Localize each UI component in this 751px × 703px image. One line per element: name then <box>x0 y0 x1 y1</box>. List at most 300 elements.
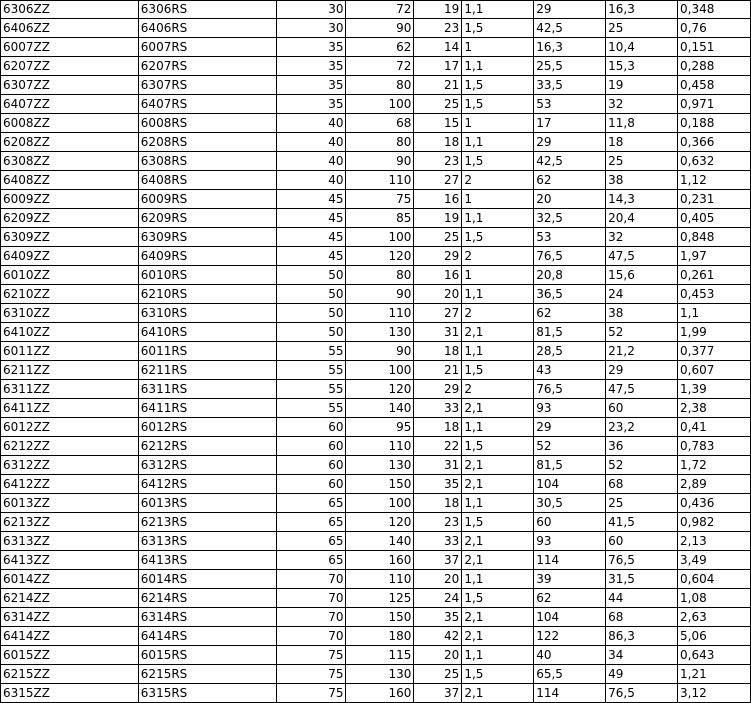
cell-bore-d[interactable]: 70 <box>276 627 346 646</box>
cell-mass[interactable]: 0,405 <box>678 209 751 228</box>
cell-width-b[interactable]: 20 <box>414 285 462 304</box>
cell-bore-d[interactable]: 40 <box>276 114 346 133</box>
cell-rs-code[interactable]: 6211RS <box>138 361 276 380</box>
cell-static-load[interactable]: 23,2 <box>606 418 678 437</box>
cell-rs-code[interactable]: 6207RS <box>138 57 276 76</box>
cell-dynamic-load[interactable]: 36,5 <box>534 285 606 304</box>
cell-chamfer-r[interactable]: 1,1 <box>462 418 534 437</box>
cell-static-load[interactable]: 19 <box>606 76 678 95</box>
cell-outer-d[interactable]: 72 <box>346 57 414 76</box>
cell-dynamic-load[interactable]: 65,5 <box>534 665 606 684</box>
cell-outer-d[interactable]: 150 <box>346 608 414 627</box>
cell-outer-d[interactable]: 80 <box>346 133 414 152</box>
cell-dynamic-load[interactable]: 76,5 <box>534 247 606 266</box>
cell-zz-code[interactable]: 6012ZZ <box>1 418 139 437</box>
cell-mass[interactable]: 1,21 <box>678 665 751 684</box>
cell-width-b[interactable]: 37 <box>414 684 462 703</box>
cell-chamfer-r[interactable]: 2 <box>462 380 534 399</box>
cell-width-b[interactable]: 27 <box>414 171 462 190</box>
cell-dynamic-load[interactable]: 20 <box>534 190 606 209</box>
cell-outer-d[interactable]: 120 <box>346 513 414 532</box>
cell-chamfer-r[interactable]: 1,1 <box>462 570 534 589</box>
cell-mass[interactable]: 2,38 <box>678 399 751 418</box>
cell-chamfer-r[interactable]: 1,5 <box>462 589 534 608</box>
cell-width-b[interactable]: 35 <box>414 475 462 494</box>
cell-bore-d[interactable]: 60 <box>276 456 346 475</box>
cell-static-load[interactable]: 76,5 <box>606 551 678 570</box>
cell-outer-d[interactable]: 160 <box>346 551 414 570</box>
cell-chamfer-r[interactable]: 1,5 <box>462 95 534 114</box>
cell-static-load[interactable]: 25 <box>606 494 678 513</box>
cell-dynamic-load[interactable]: 33,5 <box>534 76 606 95</box>
cell-zz-code[interactable]: 6208ZZ <box>1 133 139 152</box>
cell-outer-d[interactable]: 68 <box>346 114 414 133</box>
cell-static-load[interactable]: 32 <box>606 228 678 247</box>
cell-dynamic-load[interactable]: 42,5 <box>534 19 606 38</box>
cell-zz-code[interactable]: 6214ZZ <box>1 589 139 608</box>
cell-bore-d[interactable]: 30 <box>276 1 346 19</box>
cell-mass[interactable]: 0,436 <box>678 494 751 513</box>
cell-static-load[interactable]: 32 <box>606 95 678 114</box>
cell-outer-d[interactable]: 100 <box>346 361 414 380</box>
cell-rs-code[interactable]: 6414RS <box>138 627 276 646</box>
cell-width-b[interactable]: 23 <box>414 513 462 532</box>
cell-zz-code[interactable]: 6414ZZ <box>1 627 139 646</box>
cell-dynamic-load[interactable]: 40 <box>534 646 606 665</box>
cell-rs-code[interactable]: 6408RS <box>138 171 276 190</box>
cell-mass[interactable]: 5,06 <box>678 627 751 646</box>
cell-outer-d[interactable]: 95 <box>346 418 414 437</box>
cell-zz-code[interactable]: 6408ZZ <box>1 171 139 190</box>
cell-mass[interactable]: 3,49 <box>678 551 751 570</box>
cell-static-load[interactable]: 14,3 <box>606 190 678 209</box>
cell-width-b[interactable]: 21 <box>414 361 462 380</box>
cell-zz-code[interactable]: 6306ZZ <box>1 1 139 19</box>
cell-zz-code[interactable]: 6010ZZ <box>1 266 139 285</box>
cell-chamfer-r[interactable]: 1,1 <box>462 133 534 152</box>
cell-mass[interactable]: 0,971 <box>678 95 751 114</box>
cell-outer-d[interactable]: 180 <box>346 627 414 646</box>
cell-zz-code[interactable]: 6209ZZ <box>1 209 139 228</box>
cell-mass[interactable]: 0,604 <box>678 570 751 589</box>
cell-zz-code[interactable]: 6310ZZ <box>1 304 139 323</box>
cell-outer-d[interactable]: 90 <box>346 152 414 171</box>
cell-rs-code[interactable]: 6008RS <box>138 114 276 133</box>
cell-bore-d[interactable]: 40 <box>276 133 346 152</box>
cell-static-load[interactable]: 52 <box>606 323 678 342</box>
cell-zz-code[interactable]: 6013ZZ <box>1 494 139 513</box>
cell-bore-d[interactable]: 55 <box>276 399 346 418</box>
cell-width-b[interactable]: 20 <box>414 570 462 589</box>
cell-static-load[interactable]: 29 <box>606 361 678 380</box>
cell-bore-d[interactable]: 50 <box>276 285 346 304</box>
cell-dynamic-load[interactable]: 30,5 <box>534 494 606 513</box>
cell-mass[interactable]: 0,366 <box>678 133 751 152</box>
cell-outer-d[interactable]: 140 <box>346 532 414 551</box>
cell-static-load[interactable]: 86,3 <box>606 627 678 646</box>
cell-mass[interactable]: 0,982 <box>678 513 751 532</box>
cell-chamfer-r[interactable]: 1,5 <box>462 437 534 456</box>
cell-outer-d[interactable]: 110 <box>346 171 414 190</box>
cell-chamfer-r[interactable]: 1,1 <box>462 209 534 228</box>
cell-dynamic-load[interactable]: 62 <box>534 304 606 323</box>
cell-mass[interactable]: 0,151 <box>678 38 751 57</box>
cell-mass[interactable]: 3,12 <box>678 684 751 703</box>
cell-rs-code[interactable]: 6210RS <box>138 285 276 304</box>
cell-dynamic-load[interactable]: 62 <box>534 171 606 190</box>
cell-mass[interactable]: 1,72 <box>678 456 751 475</box>
cell-chamfer-r[interactable]: 2,1 <box>462 627 534 646</box>
cell-zz-code[interactable]: 6211ZZ <box>1 361 139 380</box>
cell-width-b[interactable]: 27 <box>414 304 462 323</box>
cell-dynamic-load[interactable]: 93 <box>534 532 606 551</box>
cell-rs-code[interactable]: 6307RS <box>138 76 276 95</box>
cell-zz-code[interactable]: 6410ZZ <box>1 323 139 342</box>
cell-chamfer-r[interactable]: 1,5 <box>462 228 534 247</box>
cell-rs-code[interactable]: 6315RS <box>138 684 276 703</box>
cell-dynamic-load[interactable]: 32,5 <box>534 209 606 228</box>
cell-chamfer-r[interactable]: 1 <box>462 114 534 133</box>
cell-rs-code[interactable]: 6411RS <box>138 399 276 418</box>
cell-outer-d[interactable]: 90 <box>346 19 414 38</box>
cell-width-b[interactable]: 20 <box>414 646 462 665</box>
cell-outer-d[interactable]: 75 <box>346 190 414 209</box>
cell-zz-code[interactable]: 6014ZZ <box>1 570 139 589</box>
cell-rs-code[interactable]: 6213RS <box>138 513 276 532</box>
cell-bore-d[interactable]: 45 <box>276 228 346 247</box>
cell-zz-code[interactable]: 6314ZZ <box>1 608 139 627</box>
cell-dynamic-load[interactable]: 25,5 <box>534 57 606 76</box>
cell-rs-code[interactable]: 6209RS <box>138 209 276 228</box>
cell-zz-code[interactable]: 6313ZZ <box>1 532 139 551</box>
cell-zz-code[interactable]: 6210ZZ <box>1 285 139 304</box>
cell-chamfer-r[interactable]: 1,5 <box>462 665 534 684</box>
cell-bore-d[interactable]: 75 <box>276 646 346 665</box>
cell-bore-d[interactable]: 35 <box>276 57 346 76</box>
cell-chamfer-r[interactable]: 1,1 <box>462 342 534 361</box>
cell-dynamic-load[interactable]: 60 <box>534 513 606 532</box>
cell-static-load[interactable]: 47,5 <box>606 247 678 266</box>
cell-rs-code[interactable]: 6413RS <box>138 551 276 570</box>
cell-chamfer-r[interactable]: 2 <box>462 247 534 266</box>
cell-bore-d[interactable]: 60 <box>276 437 346 456</box>
cell-zz-code[interactable]: 6008ZZ <box>1 114 139 133</box>
cell-static-load[interactable]: 34 <box>606 646 678 665</box>
cell-bore-d[interactable]: 50 <box>276 266 346 285</box>
cell-dynamic-load[interactable]: 42,5 <box>534 152 606 171</box>
cell-mass[interactable]: 1,97 <box>678 247 751 266</box>
cell-rs-code[interactable]: 6314RS <box>138 608 276 627</box>
cell-width-b[interactable]: 17 <box>414 57 462 76</box>
cell-chamfer-r[interactable]: 1,1 <box>462 285 534 304</box>
cell-mass[interactable]: 0,848 <box>678 228 751 247</box>
cell-bore-d[interactable]: 75 <box>276 665 346 684</box>
cell-dynamic-load[interactable]: 114 <box>534 551 606 570</box>
cell-mass[interactable]: 1,08 <box>678 589 751 608</box>
cell-rs-code[interactable]: 6014RS <box>138 570 276 589</box>
cell-width-b[interactable]: 25 <box>414 228 462 247</box>
cell-dynamic-load[interactable]: 81,5 <box>534 456 606 475</box>
cell-bore-d[interactable]: 65 <box>276 551 346 570</box>
cell-mass[interactable]: 0,348 <box>678 1 751 19</box>
cell-dynamic-load[interactable]: 62 <box>534 589 606 608</box>
cell-outer-d[interactable]: 85 <box>346 209 414 228</box>
cell-zz-code[interactable]: 6312ZZ <box>1 456 139 475</box>
cell-bore-d[interactable]: 70 <box>276 589 346 608</box>
cell-zz-code[interactable]: 6411ZZ <box>1 399 139 418</box>
cell-width-b[interactable]: 14 <box>414 38 462 57</box>
cell-static-load[interactable]: 76,5 <box>606 684 678 703</box>
cell-width-b[interactable]: 18 <box>414 133 462 152</box>
cell-static-load[interactable]: 31,5 <box>606 570 678 589</box>
cell-chamfer-r[interactable]: 2,1 <box>462 532 534 551</box>
cell-width-b[interactable]: 33 <box>414 399 462 418</box>
cell-width-b[interactable]: 18 <box>414 342 462 361</box>
cell-static-load[interactable]: 18 <box>606 133 678 152</box>
cell-dynamic-load[interactable]: 29 <box>534 418 606 437</box>
cell-outer-d[interactable]: 130 <box>346 665 414 684</box>
cell-outer-d[interactable]: 140 <box>346 399 414 418</box>
cell-mass[interactable]: 0,288 <box>678 57 751 76</box>
cell-rs-code[interactable]: 6010RS <box>138 266 276 285</box>
cell-static-load[interactable]: 52 <box>606 456 678 475</box>
cell-outer-d[interactable]: 72 <box>346 1 414 19</box>
cell-chamfer-r[interactable]: 1,1 <box>462 646 534 665</box>
cell-static-load[interactable]: 21,2 <box>606 342 678 361</box>
cell-zz-code[interactable]: 6213ZZ <box>1 513 139 532</box>
cell-rs-code[interactable]: 6007RS <box>138 38 276 57</box>
cell-static-load[interactable]: 49 <box>606 665 678 684</box>
cell-zz-code[interactable]: 6007ZZ <box>1 38 139 57</box>
cell-rs-code[interactable]: 6313RS <box>138 532 276 551</box>
cell-zz-code[interactable]: 6309ZZ <box>1 228 139 247</box>
cell-outer-d[interactable]: 100 <box>346 494 414 513</box>
cell-outer-d[interactable]: 110 <box>346 437 414 456</box>
cell-mass[interactable]: 1,12 <box>678 171 751 190</box>
cell-dynamic-load[interactable]: 114 <box>534 684 606 703</box>
cell-rs-code[interactable]: 6311RS <box>138 380 276 399</box>
cell-dynamic-load[interactable]: 81,5 <box>534 323 606 342</box>
cell-mass[interactable]: 0,188 <box>678 114 751 133</box>
cell-chamfer-r[interactable]: 1,5 <box>462 513 534 532</box>
cell-chamfer-r[interactable]: 1,1 <box>462 1 534 19</box>
cell-width-b[interactable]: 33 <box>414 532 462 551</box>
cell-outer-d[interactable]: 160 <box>346 684 414 703</box>
cell-mass[interactable]: 0,41 <box>678 418 751 437</box>
cell-static-load[interactable]: 68 <box>606 608 678 627</box>
cell-static-load[interactable]: 15,3 <box>606 57 678 76</box>
cell-bore-d[interactable]: 40 <box>276 171 346 190</box>
cell-bore-d[interactable]: 65 <box>276 513 346 532</box>
cell-bore-d[interactable]: 55 <box>276 361 346 380</box>
cell-bore-d[interactable]: 45 <box>276 247 346 266</box>
cell-rs-code[interactable]: 6312RS <box>138 456 276 475</box>
cell-width-b[interactable]: 18 <box>414 418 462 437</box>
cell-zz-code[interactable]: 6015ZZ <box>1 646 139 665</box>
cell-chamfer-r[interactable]: 2 <box>462 171 534 190</box>
cell-static-load[interactable]: 25 <box>606 19 678 38</box>
cell-chamfer-r[interactable]: 2,1 <box>462 399 534 418</box>
cell-chamfer-r[interactable]: 1,1 <box>462 57 534 76</box>
cell-outer-d[interactable]: 90 <box>346 342 414 361</box>
cell-width-b[interactable]: 16 <box>414 190 462 209</box>
cell-zz-code[interactable]: 6413ZZ <box>1 551 139 570</box>
cell-dynamic-load[interactable]: 76,5 <box>534 380 606 399</box>
cell-rs-code[interactable]: 6412RS <box>138 475 276 494</box>
cell-rs-code[interactable]: 6406RS <box>138 19 276 38</box>
cell-outer-d[interactable]: 62 <box>346 38 414 57</box>
cell-static-load[interactable]: 47,5 <box>606 380 678 399</box>
cell-mass[interactable]: 0,458 <box>678 76 751 95</box>
cell-zz-code[interactable]: 6409ZZ <box>1 247 139 266</box>
cell-width-b[interactable]: 22 <box>414 437 462 456</box>
cell-zz-code[interactable]: 6412ZZ <box>1 475 139 494</box>
cell-mass[interactable]: 0,643 <box>678 646 751 665</box>
cell-rs-code[interactable]: 6015RS <box>138 646 276 665</box>
cell-zz-code[interactable]: 6207ZZ <box>1 57 139 76</box>
cell-outer-d[interactable]: 110 <box>346 304 414 323</box>
cell-zz-code[interactable]: 6212ZZ <box>1 437 139 456</box>
cell-dynamic-load[interactable]: 29 <box>534 133 606 152</box>
cell-dynamic-load[interactable]: 28,5 <box>534 342 606 361</box>
cell-width-b[interactable]: 23 <box>414 19 462 38</box>
cell-static-load[interactable]: 24 <box>606 285 678 304</box>
cell-dynamic-load[interactable]: 104 <box>534 475 606 494</box>
cell-chamfer-r[interactable]: 2,1 <box>462 684 534 703</box>
cell-bore-d[interactable]: 65 <box>276 532 346 551</box>
cell-mass[interactable]: 0,453 <box>678 285 751 304</box>
cell-bore-d[interactable]: 35 <box>276 38 346 57</box>
cell-mass[interactable]: 0,632 <box>678 152 751 171</box>
cell-mass[interactable]: 0,76 <box>678 19 751 38</box>
cell-zz-code[interactable]: 6407ZZ <box>1 95 139 114</box>
cell-static-load[interactable]: 44 <box>606 589 678 608</box>
cell-bore-d[interactable]: 70 <box>276 570 346 589</box>
cell-chamfer-r[interactable]: 1 <box>462 266 534 285</box>
cell-width-b[interactable]: 15 <box>414 114 462 133</box>
cell-rs-code[interactable]: 6009RS <box>138 190 276 209</box>
cell-mass[interactable]: 0,261 <box>678 266 751 285</box>
cell-chamfer-r[interactable]: 1,5 <box>462 76 534 95</box>
cell-bore-d[interactable]: 50 <box>276 323 346 342</box>
cell-rs-code[interactable]: 6309RS <box>138 228 276 247</box>
cell-zz-code[interactable]: 6307ZZ <box>1 76 139 95</box>
cell-bore-d[interactable]: 75 <box>276 684 346 703</box>
cell-width-b[interactable]: 19 <box>414 209 462 228</box>
cell-width-b[interactable]: 25 <box>414 665 462 684</box>
cell-outer-d[interactable]: 115 <box>346 646 414 665</box>
cell-static-load[interactable]: 41,5 <box>606 513 678 532</box>
cell-chamfer-r[interactable]: 2,1 <box>462 323 534 342</box>
cell-bore-d[interactable]: 60 <box>276 475 346 494</box>
cell-dynamic-load[interactable]: 104 <box>534 608 606 627</box>
cell-outer-d[interactable]: 120 <box>346 380 414 399</box>
cell-chamfer-r[interactable]: 1,5 <box>462 19 534 38</box>
cell-chamfer-r[interactable]: 2,1 <box>462 551 534 570</box>
cell-rs-code[interactable]: 6212RS <box>138 437 276 456</box>
cell-static-load[interactable]: 60 <box>606 399 678 418</box>
cell-static-load[interactable]: 15,6 <box>606 266 678 285</box>
cell-zz-code[interactable]: 6308ZZ <box>1 152 139 171</box>
cell-zz-code[interactable]: 6215ZZ <box>1 665 139 684</box>
cell-outer-d[interactable]: 80 <box>346 76 414 95</box>
cell-dynamic-load[interactable]: 43 <box>534 361 606 380</box>
cell-zz-code[interactable]: 6406ZZ <box>1 19 139 38</box>
cell-width-b[interactable]: 25 <box>414 95 462 114</box>
cell-mass[interactable]: 1,39 <box>678 380 751 399</box>
cell-chamfer-r[interactable]: 2 <box>462 304 534 323</box>
cell-mass[interactable]: 1,1 <box>678 304 751 323</box>
cell-mass[interactable]: 0,377 <box>678 342 751 361</box>
cell-static-load[interactable]: 16,3 <box>606 1 678 19</box>
cell-chamfer-r[interactable]: 1 <box>462 38 534 57</box>
cell-zz-code[interactable]: 6009ZZ <box>1 190 139 209</box>
cell-outer-d[interactable]: 100 <box>346 228 414 247</box>
cell-dynamic-load[interactable]: 17 <box>534 114 606 133</box>
cell-width-b[interactable]: 37 <box>414 551 462 570</box>
cell-outer-d[interactable]: 130 <box>346 456 414 475</box>
cell-mass[interactable]: 0,783 <box>678 437 751 456</box>
cell-width-b[interactable]: 42 <box>414 627 462 646</box>
cell-mass[interactable]: 0,607 <box>678 361 751 380</box>
cell-dynamic-load[interactable]: 53 <box>534 228 606 247</box>
cell-static-load[interactable]: 10,4 <box>606 38 678 57</box>
cell-bore-d[interactable]: 40 <box>276 152 346 171</box>
cell-width-b[interactable]: 23 <box>414 152 462 171</box>
cell-static-load[interactable]: 38 <box>606 304 678 323</box>
cell-rs-code[interactable]: 6012RS <box>138 418 276 437</box>
cell-zz-code[interactable]: 6011ZZ <box>1 342 139 361</box>
cell-bore-d[interactable]: 65 <box>276 494 346 513</box>
cell-rs-code[interactable]: 6013RS <box>138 494 276 513</box>
cell-static-load[interactable]: 20,4 <box>606 209 678 228</box>
cell-width-b[interactable]: 16 <box>414 266 462 285</box>
cell-bore-d[interactable]: 45 <box>276 190 346 209</box>
cell-chamfer-r[interactable]: 2,1 <box>462 608 534 627</box>
cell-dynamic-load[interactable]: 122 <box>534 627 606 646</box>
cell-outer-d[interactable]: 110 <box>346 570 414 589</box>
cell-rs-code[interactable]: 6208RS <box>138 133 276 152</box>
cell-width-b[interactable]: 29 <box>414 247 462 266</box>
cell-width-b[interactable]: 18 <box>414 494 462 513</box>
cell-static-load[interactable]: 11,8 <box>606 114 678 133</box>
cell-static-load[interactable]: 38 <box>606 171 678 190</box>
cell-static-load[interactable]: 36 <box>606 437 678 456</box>
cell-chamfer-r[interactable]: 1,5 <box>462 361 534 380</box>
cell-width-b[interactable]: 24 <box>414 589 462 608</box>
cell-dynamic-load[interactable]: 16,3 <box>534 38 606 57</box>
cell-chamfer-r[interactable]: 1 <box>462 190 534 209</box>
cell-rs-code[interactable]: 6011RS <box>138 342 276 361</box>
cell-mass[interactable]: 0,231 <box>678 190 751 209</box>
cell-chamfer-r[interactable]: 1,5 <box>462 152 534 171</box>
cell-outer-d[interactable]: 130 <box>346 323 414 342</box>
cell-dynamic-load[interactable]: 39 <box>534 570 606 589</box>
cell-zz-code[interactable]: 6315ZZ <box>1 684 139 703</box>
cell-rs-code[interactable]: 6409RS <box>138 247 276 266</box>
cell-mass[interactable]: 2,13 <box>678 532 751 551</box>
cell-bore-d[interactable]: 70 <box>276 608 346 627</box>
cell-bore-d[interactable]: 30 <box>276 19 346 38</box>
cell-chamfer-r[interactable]: 2,1 <box>462 456 534 475</box>
cell-zz-code[interactable]: 6311ZZ <box>1 380 139 399</box>
cell-bore-d[interactable]: 60 <box>276 418 346 437</box>
cell-outer-d[interactable]: 80 <box>346 266 414 285</box>
cell-bore-d[interactable]: 50 <box>276 304 346 323</box>
cell-rs-code[interactable]: 6306RS <box>138 1 276 19</box>
cell-outer-d[interactable]: 120 <box>346 247 414 266</box>
cell-bore-d[interactable]: 45 <box>276 209 346 228</box>
